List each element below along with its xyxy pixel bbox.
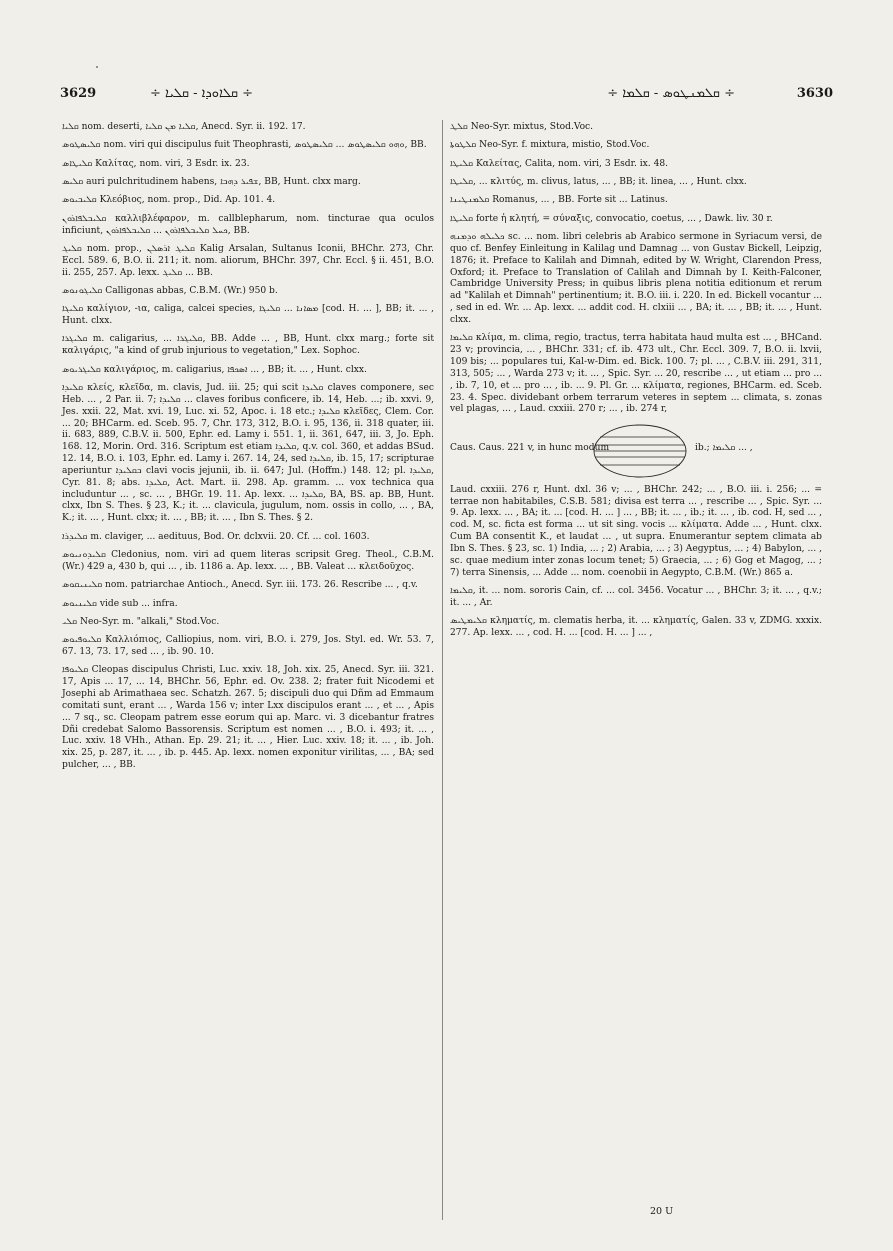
dictionary-entry: ܩܠܝܛܐ, ... κλιτύς, m. clivus, latus, ... , BB; it. linea, ... , Hunt. clxx.: [450, 177, 747, 188]
dictionary-entry: ܩܠܡܢܛܝܢܐ Romanus, ... , BB. Forte sit ... Latinus.: [450, 195, 668, 206]
dictionary-entry: ܩܠܝܕܘܢܝܘܣ Cledonius, nom. viri ad quem literas scripsit Greg. Theol., C.B.M. (Wr.) 429 a, 430 b, qui ... , ib. 1186 a. Ap. lexx. ... , BB. Valeat ... κλειδοῦχος.: [62, 549, 434, 572]
right-column: [450, 122, 822, 646]
dictionary-entry: ܩܠܝܛܐ Καλείτας, Calita, nom. viri, 3 Esdr. ix. 48.: [450, 158, 669, 169]
dictionary-entry: ܩܠܝܓܪܐ m. caligarius, ... ܩܠܝܓܪܐ, BB. Adde ... , BB, Hunt. clxx marg.; forte sit καλιγάρις, "a kind of grub injurious to vegetation," Lex. Sophoc.: [62, 334, 434, 357]
dictionary-entry: ܩܠܝܛܐܣ Καλίτας, nom. viri, 3 Esdr. ix. 23.: [62, 158, 250, 169]
figure-left-caption: Caus. Caus. 221 v, in hunc modum: [450, 442, 610, 453]
dictionary-entry: Laud. cxxiii. 276 r, Hunt. dxl. 36 v; ... , BHChr. 242; ... , B.O. iii. i. 256; ... = terrae non habitabiles, C.S.B. 581; divisa est terra ... , rescribe ... , Spic. Syr. ... 9. Ap. lexx. ... , BA; it. ... [cod. H. ... ] ... , BB; it. ... , ib.; it. ... , ib. cod. H, sed ... , cod. M, sc. ficta est forma ... ut sit sing. vocis ... κλίματα. Adde ... , Hunt. clxx. Cum BA consentit K., et laudat ... , ut supra. Enumerantur septem climata ab Ibn S. Thes. § 23, sc. 1) India, ... ; 2) Arabia, ... ; 3) Aegyptus, ... ; 4) Babylon, ... , sc. quae medium inter zonas locum tenet; 5) Graecia, ... ; 6) Gog et Magog, ... ; 7) terra Sinensis, ... Adde ... nom. coenobii in Aegypto, C.B.M. (Wr.) 865 a.: [450, 484, 822, 578]
dictionary-entry: ܩܠܝ Neo-Syr. m. "alkali," Stod.Voc.: [62, 616, 220, 627]
column-divider: [442, 120, 443, 1220]
dictionary-entry: ܩܠܝܓ nom. prop., ܩܠܝܓ ܐܪܣܠܢ Kalig Arsalan, Sultanus Iconii, BHChr. 273, Chr. Eccl. 589. 6, B.O. ii. 211; it. nom. aliorum, BHChr. 397, Chr. Eccl. § ii. 451, B.O. ii. 255, 257. Ap. lexx. ܩܠܝܓ ... BB.: [62, 243, 435, 278]
left-column: [62, 122, 434, 778]
dictionary-entry: ܩܠܝܕܪܐ m. claviger, ... aedituus, Bod. Or. dclxvii. 20. Cf. ... col. 1603.: [62, 531, 370, 542]
dictionary-entry: ܩܠܝܡܐ, it. ... nom. sororis Cain, cf. ... col. 3456. Vocatur ... , BHChr. 3; it. ... , q.v.; it. ... , Ar.: [450, 585, 822, 608]
dictionary-entry: ܩܠܝܕܐ κλείς, κλεῖδα, m. clavis, Jud. iii. 25; qui scit ܩܠܝܕܐ claves componere, sec Heb. ... , 2 Par. ii. 7; ܩܠܝܕܐ ... claves foribus conficere, ib. 14, Heb. ...; ib. xxvi. 9, Jes. xxii. 22, Mat. xvi. 19, Luc. xi. 52, Apoc. i. 18 etc.; ܩܠܝܕܐ κλεῖδες, Clem. Cor. ... 20; BHCarm. ed. Sceb. 95. 7, Chr. 173, 312, B.O. i. 95, 136, ii. 318 quater, iii. ii. 683, 889, C.B.V. ii. 500, Ephr. ed. Lamy i. 551. 1, ii. 361, 647, iii. 3, Jo. Eph. 168. 12, Morin. Ord. 316. Scriptum est etiam ܩܠܝܕܐ, q.v. col. 360, et addas BSud. 12. 14, B.O. i. 103, Ephr. ed. Lamy i. 267. 14, 24, sed ܩܠܝܕܐ, ib. 15, 17; scripturae aperiuntur ܒܩܠܝܕܐ clavi vocis jejunii, ib. ii. 647; Jul. (Hoffm.) 148. 12; pl. ܩܠܝܕܐ, Cyr. 81. 8; abs. ܩܠܝܕܐ, Act. Mart. ii. 298. Ap. gramm. ... vox technica qua includuntur ... , sc. ... , BHGr. 19. 11. Ap. lexx. ... ܩܠܝܕܐ, BA, BS. ap. BB, Hunt. clxx, Ibn S. Thes. § 23, K.; it. ... clavicula, jugulum, nom. ossis in collo, ... , BA, K.; it. ... , Hunt. clxx; it. ... , BB; it. ... , Ibn S. Thes. § 2.: [62, 383, 435, 524]
dictionary-entry: ܩܠܝܡܐ κλίμα, m. clima, regio, tractus, terra habitata haud multa est ... , BHCand. 23 v; provincia, ... , BHChr. 331; cf. ib. 473 ult., Chr. Eccl. 309. 7, B.O. ii. lxvii, 109 bis; ... populares tui, Kal-w-Dim. ed. Bick. 100. 7; pl. ... , C.B.V. iii. 291, 311, 313, 505; ... , Warda 273 v; it. ... , Spic. Syr. ... 20, rescribe ... , ut etiam ... pro ... , ib. 7, 10, et ... pro ... , ib. ... 9. Pl. Gr. ... κλίματα, regiones, BHCarm. ed. Sceb. 23. 4. Spec. dividebant orbem terrarum veteres in septem ... climata, s. zonas vel plagas, ... , Laud. cxxiii. 270 r; ... , ib. 274 r,: [450, 333, 822, 415]
left-running-head: ÷ ܩܠܐܘܕܐ - ܩܠܝܐ ÷: [150, 86, 254, 101]
dictionary-entry: ܩܠܝܛܐ forte ἡ κλητή, = σύναξις, convocatio, coetus, ... , Dawk. liv. 30 r.: [450, 213, 773, 224]
dictionary-entry: ܩܠܝܣܛܘܣ nom. viri qui discipulus fuit Theophrasti, ܘܗܘ ܩܠܝܣܛܘܣ ... ܩܠܝܣܛܘܣ, BB.: [62, 140, 427, 151]
dictionary-entry: ܩܠܝܢܝܩܘܣ nom. patriarchae Antioch., Anecd. Syr. iii. 173. 26. Rescribe ... , q.v.: [62, 580, 418, 591]
dictionary-entry: ܩܠܝܐ nom. deserti, ܩܠܝܐ ܡܢ ܩܠܝܐ, Anecd. Syr. ii. 192. 17.: [62, 122, 306, 132]
climate-zones-figure: [450, 423, 822, 479]
right-page-number: 3630: [796, 86, 833, 101]
zones-diagram: [590, 423, 690, 479]
dictionary-entry: ܟܠܝܠܗ ܘܕܡܢܗ sc. ... nom. libri celebris ab Arabico sermone in Syriacum versi, de quo cf. Benfey Einleitung in Kalilag und Damnag ... von Gustav Bickell, Leipzig, 1876; it. Preface to Kalilah and Dimnah, edited by W. Wright, Clarendon Press, Oxford; it. Preface to Translation of Calilah and Dimnah by I. Keith-Falconer, Cambridge University Press; in quibus libris plena notitia editionum et rerum ad "Kalilah et Dimnah" pertinentium; it. B.O. iii. i. 220. In ed. Bickell vocantur ... , sed in ed. Wr. ... Ap. lexx. ... addit cod. H. clxiii ... , BA; it. ... , BB; it. ... , Hunt. clxx.: [450, 232, 822, 325]
dictionary-entry: ܩܠܝܒܠܦܐܪܘܢ καλλιβλέφαρον, m. callblepharum, nom. tincturae qua oculos inficiunt, ܟܚܠ ܩܠܝܒܠܦܐܪܘܢ ... ܩܠܝܒܠܦܐܪܘܢ, BB.: [62, 213, 434, 236]
left-page-number: 3629: [60, 86, 97, 101]
dictionary-entry: ܩܠܝܓܪܝܘܣ καλιγάριος, m. caligarius, ܐܣܟܦܐ ... , BB; it. ... , Hunt. clxx.: [62, 364, 367, 375]
dictionary-entry: ܩܠܛ Neo-Syr. mixtus, Stod.Voc.: [450, 122, 594, 132]
dictionary-entry: ܩܠܝܓܐ καλίγιον, -ια, caliga, calcei species, ܡܣܐܢܐ ... ܩܠܝܓܐ [cod. H. ... ], BB; it. ... , Hunt. clxx.: [62, 304, 434, 327]
page-header: [60, 84, 833, 110]
figure-right-caption: ib.; ܩܠܝܡܐ ... ,: [695, 442, 753, 453]
dictionary-entry: ܩܠܝܓܘܢܘܣ Calligonas abbas, C.B.M. (Wr.) 950 b.: [62, 285, 278, 296]
dictionary-entry: ܩܠܝܘܦܝܘܣ Καλλιόπιος, Calliopius, nom. viri, B.O. i. 279, Jos. Styl. ed. Wr. 53. 7, 67. 13, 73. 17, sed ... , ib. 90. 10.: [62, 635, 434, 658]
paper-speck: [96, 66, 98, 68]
dictionary-entry: ܩܠܝܒܝܘܣ Κλεόβιος, nom. prop., Did. Ap. 101. 4.: [62, 195, 276, 206]
dictionary-entry: ܩܠܛܘܬܐ Neo-Syr. f. mixtura, mistio, Stod.Voc.: [450, 140, 650, 151]
dictionary-entry: ܩܠܝܢܝܘܣ vide sub ... infra.: [62, 598, 178, 609]
signature-mark: 20 U: [650, 1206, 674, 1217]
dictionary-entry: ܩܠܝܡܛܝܣ κληματίς, m. clematis herba, it. ... κληματίς, Galen. 33 v, ZDMG. xxxix. 277. Ap. lexx. ... , cod. H. ... [cod. H. ... ] ... ,: [450, 616, 822, 638]
dictionary-entry: ܩܠܝܣ auri pulchritudinem habens, ܫܦܝܪ ܕܗܒܐ, BB, Hunt. clxx marg.: [62, 177, 361, 188]
dictionary-entry: ܩܠܝܘܦܐ Cleopas discipulus Christi, Luc. xxiv. 18, Joh. xix. 25, Anecd. Syr. iii. 321. 17, Apis ... 17, ... 14, BHChr. 56, Ephr. ed. Ov. 238. 2; frater fuit Nicodemi et Josephi ab Arimathaea sec. Schatzh. 267. 5; discipuli duo qui Dñm ad Emmaum comitati sunt, erant ... , Warda 156 v; inter Lxx discipulos erant ... , et ... , Apis ... 7 sq., sc. Cleopam patrem esse eorum qui ap. Marc. vi. 3 dicebantur fratres Dñi credebat Salomo Bassorensis. Scriptum est nomen ... , B.O. i. 493; it. ... , Luc. xxiv. 18 VHh., Athan. Ep. 29. 21; it. ... , Hier. Luc. xxiv. 18; it. ... , ib. Joh. xix. 25, p. 287, it. ... , ib. p. 445. Ap. lexx. nomen exponitur virilitas, ... , BA; sed pulcher, ... , BB.: [62, 665, 434, 771]
right-running-head: ÷ ܩܠܡܢܛܘܣ - ܩܠܡܐ ÷: [607, 86, 735, 101]
